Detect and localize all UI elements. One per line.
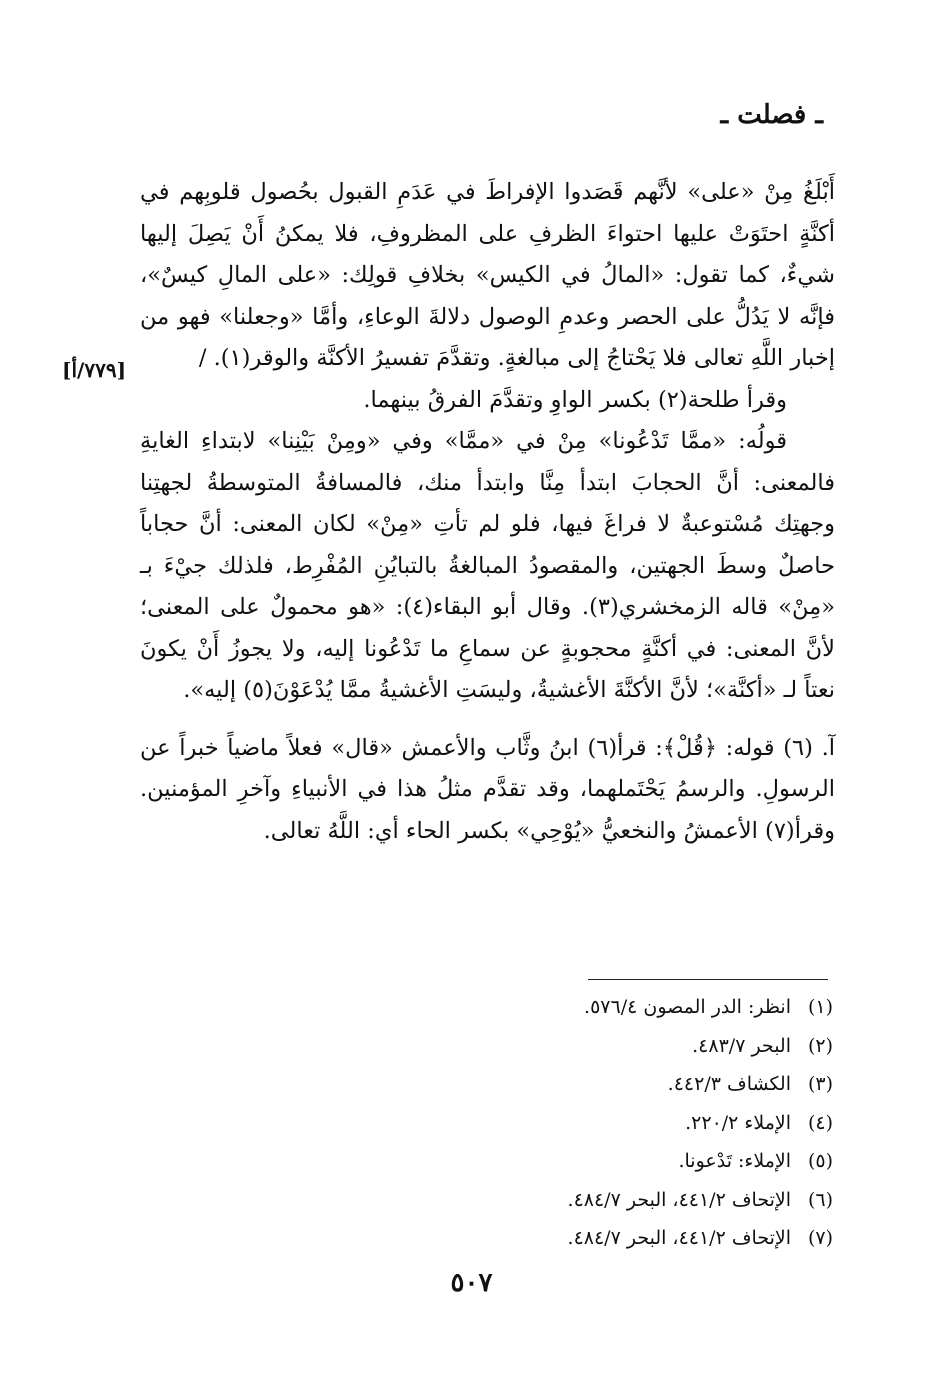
- paragraph: وقرأ طلحة(٢) بكسر الواوِ وتقدَّمَ الفرقُ بينهما.: [363, 386, 787, 413]
- footnote-text: الكشاف ٤٤٢/٣.: [667, 1073, 791, 1095]
- running-header: ـ فصلت ـ: [720, 100, 823, 130]
- footnote-text: الإتحاف ٤٤١/٢، البحر ٤٨٤/٧.: [567, 1188, 791, 1211]
- footnote-text: البحر ٤٨٣/٧.: [692, 1034, 791, 1057]
- main-text: [140, 172, 835, 852]
- paragraph: قولُه: «ممَّا تَدْعُونا» مِنْ في «ممَّا» وفي «ومِنْ بَيْنِنا» لابتداءِ الغايةِ فالمعنى: أنَّ الحجابَ ابتدأ مِنَّا وابتدأ منك، فالمسافةُ المتوسطةُ لجهتِنا وجهتِك مُسْتوعبةٌ لا فراغَ فيها، فلو لم تأتِ «مِنْ» لكان المعنى: أنَّ حجاباً حاصلٌ وسطَ الجهتين، والمقصودُ المبالغةُ بالتبايُنِ المُفْرِط، فلذلك جيْءَ بـ «مِنْ» قاله الزمخشري(٣). وقال أبو البقاء(٤): «هو محمولٌ على المعنى؛ لأنَّ المعنى: في أكنَّةٍ محجوبةٍ عن سماعِ ما تَدْعُونا إليه، ولا يجوزُ أَنْ يكونَ نعتاً لـ «أكنَّة»؛ لأنَّ الأكنَّةَ الأغشيةُ، وليسَتِ الأغشيةُ ممَّا يُدْعَوْنَ(٥) إليه».: [140, 428, 835, 703]
- footnote-number: (٤): [807, 1111, 833, 1134]
- footnotes: [293, 988, 833, 1258]
- footnote: [293, 1065, 833, 1104]
- footnote-number: (٢): [807, 1034, 833, 1057]
- footnote-text: الإتحاف ٤٤١/٢، البحر ٤٨٤/٧.: [567, 1227, 791, 1249]
- footnote-text: الإملاء: تَدْعونا.: [678, 1150, 791, 1172]
- footnote: [293, 1104, 833, 1143]
- footnote: [293, 1181, 833, 1220]
- footnote: [293, 1142, 833, 1181]
- footnote-number: (١): [807, 996, 833, 1018]
- footnote: [293, 1219, 833, 1258]
- footnote-text: انظر: الدر المصون ٥٧٦/٤.: [584, 996, 791, 1018]
- footnote-separator: [588, 979, 828, 980]
- footnote: [293, 988, 833, 1027]
- footnote-text: الإملاء ٢٢٠/٢.: [685, 1111, 791, 1134]
- footnote-number: (٣): [807, 1073, 833, 1095]
- paragraph: أَبْلَغُ مِنْ «على» لأنَّهم قَصَدوا الإفراطَ في عَدَمِ القبول بحُصول قلوبِهم في أكنَّةٍ احتَوَتْ عليها احتواءَ الظرفِ على المظروفِ، فلا يمكنُ أَنْ يَصِلَ إليها شيءٌ، كما تقول: «المالُ في الكيس» بخلافِ قولِك: «على المالِ كيسٌ»، فإنَّه لا يَدُلُّ على الحصر وعدمِ الوصول دلالةَ الوعاءِ، وأمَّا «وجعلنا» فهو من إخبار اللَّهِ تعالى فلا يَحْتاجُ إلى مبالغةٍ. وتقدَّمَ تفسيرُ الأكنَّة والوقر(١). /: [140, 179, 835, 371]
- footnote: [293, 1027, 833, 1066]
- footnote-number: (٦): [807, 1188, 833, 1211]
- manuscript-folio-marker: [٧٧٩/أ]: [62, 358, 127, 382]
- paragraph: آ. (٦) قوله: ﴿قُلْ﴾: قرأ(٦) ابنُ وثَّاب والأعمش «قال» فعلاً ماضياً خبراً عن الرسولِ. والرسمُ يَحْتَملهما، وقد تقدَّم مثلُ هذا في الأنبياءِ وآخرِ المؤمنين. وقرأ(٧) الأعمشُ والنخعيُّ «يُوْحِي» بكسر الحاء أي: اللَّهُ تعالى.: [140, 734, 835, 844]
- footnote-number: (٥): [807, 1150, 833, 1172]
- page-number: ٥٠٧: [450, 1268, 493, 1298]
- footnote-number: (٧): [807, 1227, 833, 1249]
